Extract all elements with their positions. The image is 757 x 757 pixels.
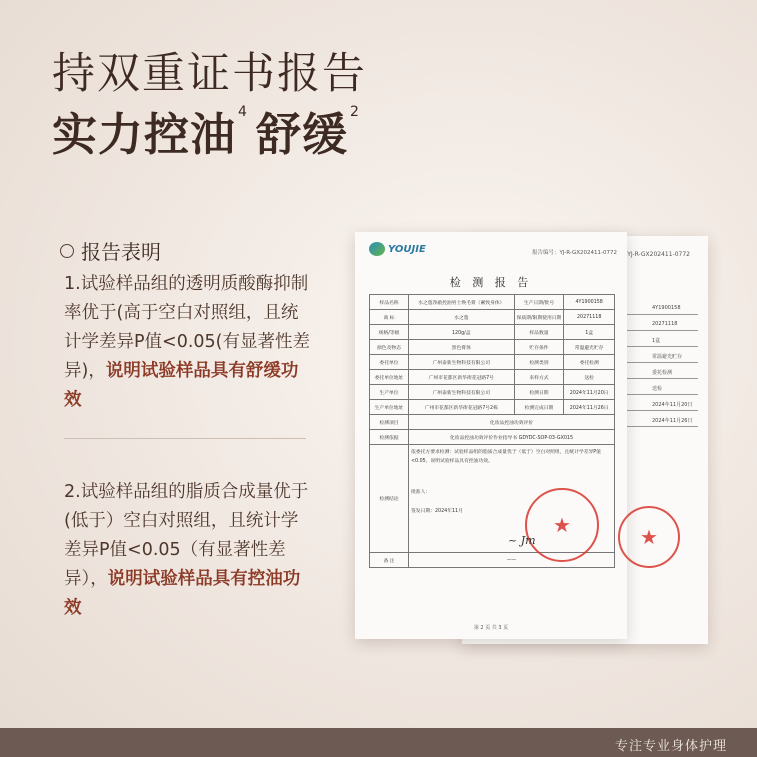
table-cell: 120g/盒	[409, 325, 515, 340]
table-cell: 黑色膏体	[409, 340, 515, 355]
back-table-line	[622, 410, 698, 411]
report-title: 检 测 报 告	[449, 276, 533, 289]
back-table-line	[622, 330, 698, 331]
finding-soothing: 1.试验样品组的透明质酸酶抑制率优于(高于空白对照组，且统计学差异P值<0.05(有显著性差异)，说明试验样品具有舒缓功效	[64, 274, 311, 410]
footnote-marker-2: 2	[349, 104, 360, 120]
finding-soothing-conclusion: 说明试验样品具有舒缓功效	[64, 361, 299, 410]
back-report-number: YJ-R-GX202411-0772	[627, 251, 690, 258]
headline-soothing: 舒缓	[255, 108, 348, 161]
back-table-line	[622, 314, 698, 315]
headline-line1: 持双重证书报告	[52, 49, 367, 99]
table-cell: 检测类别	[514, 355, 564, 370]
table-cell: 检测完成日期	[514, 400, 564, 415]
table-row	[370, 385, 615, 400]
table-cell: 广州市花都区新华街花冠路7号2栋	[409, 400, 515, 415]
table-cell: 广州泰新生物科技有限公司	[409, 385, 515, 400]
report-number: 报告编号：YJ-R-GX202411-0772	[531, 250, 617, 256]
table-cell: 1盒	[564, 325, 615, 340]
table-row	[370, 325, 615, 340]
back-table-line	[622, 362, 698, 363]
signature: ~ Jm	[508, 534, 536, 547]
finding-oil-control-conclusion: 说明试验样品具有控油功效	[64, 569, 301, 618]
table-cell: 生产单位地址	[370, 400, 409, 415]
back-table-line	[622, 426, 698, 427]
back-table-line	[622, 378, 698, 379]
page-number: 第 2 页 共 3 页	[473, 625, 509, 631]
table-cell: 委托单位地址	[370, 370, 409, 385]
report-table: 样品名称 水之蔻净澈控油男士焕毛膏（紧致身体） 生产日期/批号 4Y1900158 商 标 水之蔻 保质期/限期使用日期 20271118 规格/等级 120g/盒 样品数量 1盒 颜色及物态 黑色膏体 贮存条件 常温避光贮存 委托单位 广州泰新生物科技有限公司 检测类别 委托检测 委托单位地址 广州市花都区新华街花冠路7号 来样方式 送检 生产单位 广州泰新生物科技有限公司 检测日期 2024年11月20日 生产单位地址 广州市花都区新华街花冠路7号2栋 检测完成日期 2024年11月26日 检测项目 化妆品控油功效评价 检测依据 化妆品控油功效评价作业指导书 GDYDC-SOP-03-GX015 检测结论 依委托方要求检测：试验样品组的脂质合成量优于（低于）空白对照组，且统计学差异P值<0.05，说明试验样品具有控油功效。 批准人： 签发日期：2024年11月 备 注 ——	[369, 294, 615, 568]
circle-bullet-icon	[60, 244, 74, 258]
table-row	[370, 310, 615, 325]
table-cell: 广州市花都区新华街花冠路7号	[409, 370, 515, 385]
headline-line2	[52, 98, 368, 163]
table-cell: 生产日期/批号	[514, 295, 564, 310]
table-row	[370, 370, 615, 385]
lab-logo-icon	[369, 242, 385, 256]
back-table-cell: 1盒	[652, 338, 661, 344]
table-row	[370, 340, 615, 355]
table-cell: 2024年11月26日	[564, 400, 615, 415]
table-row	[370, 355, 615, 370]
table-row	[370, 400, 615, 415]
back-table-cell: 委托检测	[652, 370, 673, 376]
table-cell: 贮存条件	[514, 340, 564, 355]
back-table-cell: 常温避光贮存	[652, 354, 683, 360]
table-cell: 4Y1900158	[564, 295, 615, 310]
headline-oil-control: 实力控油	[52, 108, 237, 161]
table-row	[370, 295, 615, 310]
footer-bar	[0, 728, 757, 757]
table-cell: 商 标	[370, 310, 409, 325]
table-cell: 广州泰新生物科技有限公司	[409, 355, 515, 370]
footnote-marker-4: 4	[238, 104, 248, 120]
report-conclusion: 依委托方要求检测：试验样品组的脂质合成量优于（低于）空白对照组，且统计学差异P值<0.05，说明试验样品具有控油功效。 批准人： 签发日期：2024年11月	[409, 445, 615, 553]
table-cell: 常温避光贮存	[564, 340, 615, 355]
back-table-line	[622, 346, 698, 347]
back-table-cell: 送检	[652, 386, 663, 392]
table-cell: 20271118	[564, 310, 615, 325]
table-cell: 规格/等级	[370, 325, 409, 340]
official-seal: ★	[525, 488, 599, 562]
lab-logo: YOUJIE	[369, 242, 426, 256]
table-cell: 2024年11月20日	[564, 385, 615, 400]
table-cell: 委托单位	[370, 355, 409, 370]
back-table-cell: 4Y1900158	[652, 305, 681, 311]
back-table-cell: 2024年11月26日	[652, 418, 693, 424]
finding-oil-control: 2.试验样品组的脂质合成量优于(低于）空白对照组，且统计学差异P值<0.05（有显著性差异），说明试验样品具有控油功效	[64, 482, 309, 618]
table-cell: 送检	[564, 370, 615, 385]
table-cell: 来样方式	[514, 370, 564, 385]
table-cell: 保质期/限期使用日期	[514, 310, 564, 325]
back-table-cell: 20271118	[652, 321, 678, 327]
table-cell: 检测日期	[514, 385, 564, 400]
table-cell: 水之蔻净澈控油男士焕毛膏（紧致身体）	[409, 295, 515, 310]
table-cell: 委托检测	[564, 355, 615, 370]
table-cell: 水之蔻	[409, 310, 515, 325]
official-seal-back: ★	[618, 506, 680, 568]
section-title: 报告表明	[60, 236, 161, 265]
table-cell: 生产单位	[370, 385, 409, 400]
footer-slogan: 专注专业身体护理	[614, 739, 727, 754]
table-cell: 颜色及物态	[370, 340, 409, 355]
table-cell: 样品数量	[514, 325, 564, 340]
divider	[64, 438, 306, 439]
back-table-cell: 2024年11月20日	[652, 402, 693, 408]
table-cell: 样品名称	[370, 295, 409, 310]
report-page-front	[355, 232, 627, 639]
back-table-line	[622, 394, 698, 395]
